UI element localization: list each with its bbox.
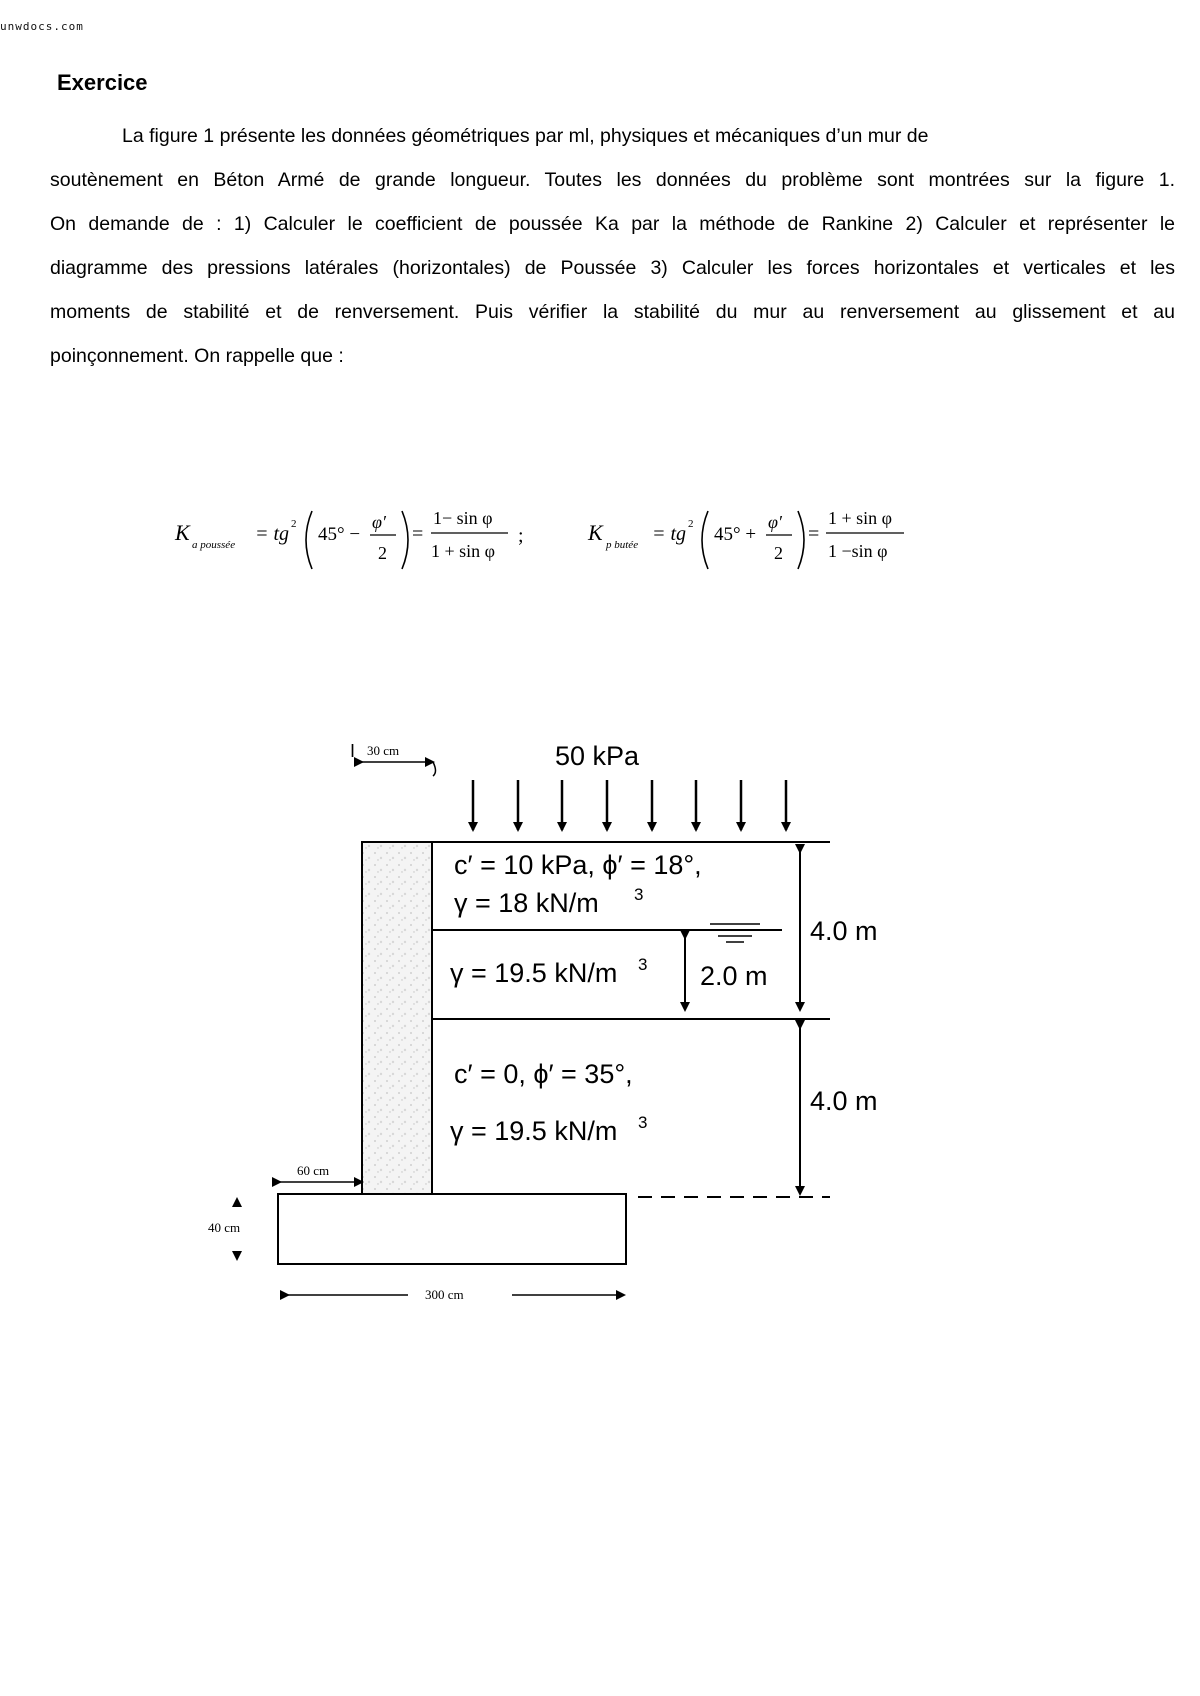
kp-phi-num: φ′ [768,512,782,532]
watermark: unwdocs.com [0,20,84,33]
exercise-statement [50,114,1175,378]
layer1-submerged-exponent: 3 [638,955,648,974]
figure-marker: I [350,741,356,761]
kp-frac-num: 1 + sin φ [828,508,893,528]
kp-tg: = tg [652,523,687,545]
formula-kp-passive [587,508,904,569]
kp-paren-right [798,511,804,569]
ka-paren-left [306,511,312,569]
formulas-svg [0,495,1200,585]
layer1-properties: c′ = 10 kPa, ϕ′ = 18°, [454,850,702,880]
statement-line: La figure 1 présente les données géométriques par ml, physiques et mécaniques d’un mur de [122,125,929,147]
formula-ka-active [174,508,524,569]
ka-power: 2 [291,518,297,530]
ka-equals: = [412,523,424,545]
statement-line: soutènement en Béton Armé de grande longueur. Toutes les données du problème sont montrées sur la figure 1. [50,169,1175,191]
statement-line: diagramme des pressions latérales (horizontales) de Poussée 3) Calculer les forces horizontales et verticales et les [50,257,1175,279]
figure-svg [0,730,1200,1310]
kp-angle: 45° + [714,524,757,545]
ka-paren-right [402,511,408,569]
statement-line: poinçonnement. On rappelle que : [50,345,344,367]
layer2-exponent: 3 [638,1113,648,1132]
formulas-block [0,495,1200,585]
dim-thickness-label: 40 cm [208,1220,241,1235]
kp-equals: = [808,523,820,545]
dim-lower-label: 4.0 m [810,1086,878,1116]
kp-power: 2 [688,518,694,530]
layer1-exponent: 3 [634,885,644,904]
ka-phi-den: 2 [378,543,387,563]
statement-line: moments de stabilité et de renversement. Puis vérifier la stabilité du mur au renversement au glissement et au [50,301,1175,323]
ka-angle: 45° − [318,524,361,545]
ka-symbol: K [175,520,190,545]
wall-stem [362,842,432,1194]
dim-thickness-arrow-down [232,1251,242,1261]
ka-frac-den: 1 + sin φ [431,541,496,561]
exercise-title: Exercice [57,70,148,95]
surcharge-arrows [473,780,786,830]
dim-base-label: 300 cm [425,1287,464,1302]
kp-frac-den: 1 −sin φ [828,541,888,561]
water-table-icon [710,924,760,942]
dim-thickness-arrow-up [232,1197,242,1207]
layer1-submerged-unit-weight: γ = 19.5 kN/m [450,958,618,988]
kp-paren-left [702,511,708,569]
layer1-unit-weight: γ = 18 kN/m [454,888,599,918]
dim-wall-top-tick [433,762,436,776]
kp-subscript: p butée [606,539,639,551]
kp-symbol: K [588,520,603,545]
layer2-unit-weight: γ = 19.5 kN/m [450,1116,618,1146]
formula-separator: ; [518,525,524,547]
dim-wall-top-label: 30 cm [367,743,400,758]
ka-subscript: a poussée [192,539,236,551]
layer2-properties: c′ = 0, ϕ′ = 35°, [454,1059,633,1089]
figure-retaining-wall [0,730,1200,1310]
wall-base-slab [278,1194,626,1264]
surcharge-label: 50 kPa [555,741,640,771]
kp-phi-den: 2 [774,543,783,563]
statement-line: On demande de : 1) Calculer le coefficient de poussée Ka par la méthode de Rankine 2) Calculer et représenter le [50,213,1175,235]
dim-toe-label: 60 cm [297,1163,330,1178]
dim-upper-label: 4.0 m [810,916,878,946]
dim-water-label: 2.0 m [700,961,768,991]
ka-frac-num: 1− sin φ [433,508,493,528]
ka-phi-num: φ′ [372,512,386,532]
ka-tg: = tg [255,523,290,545]
